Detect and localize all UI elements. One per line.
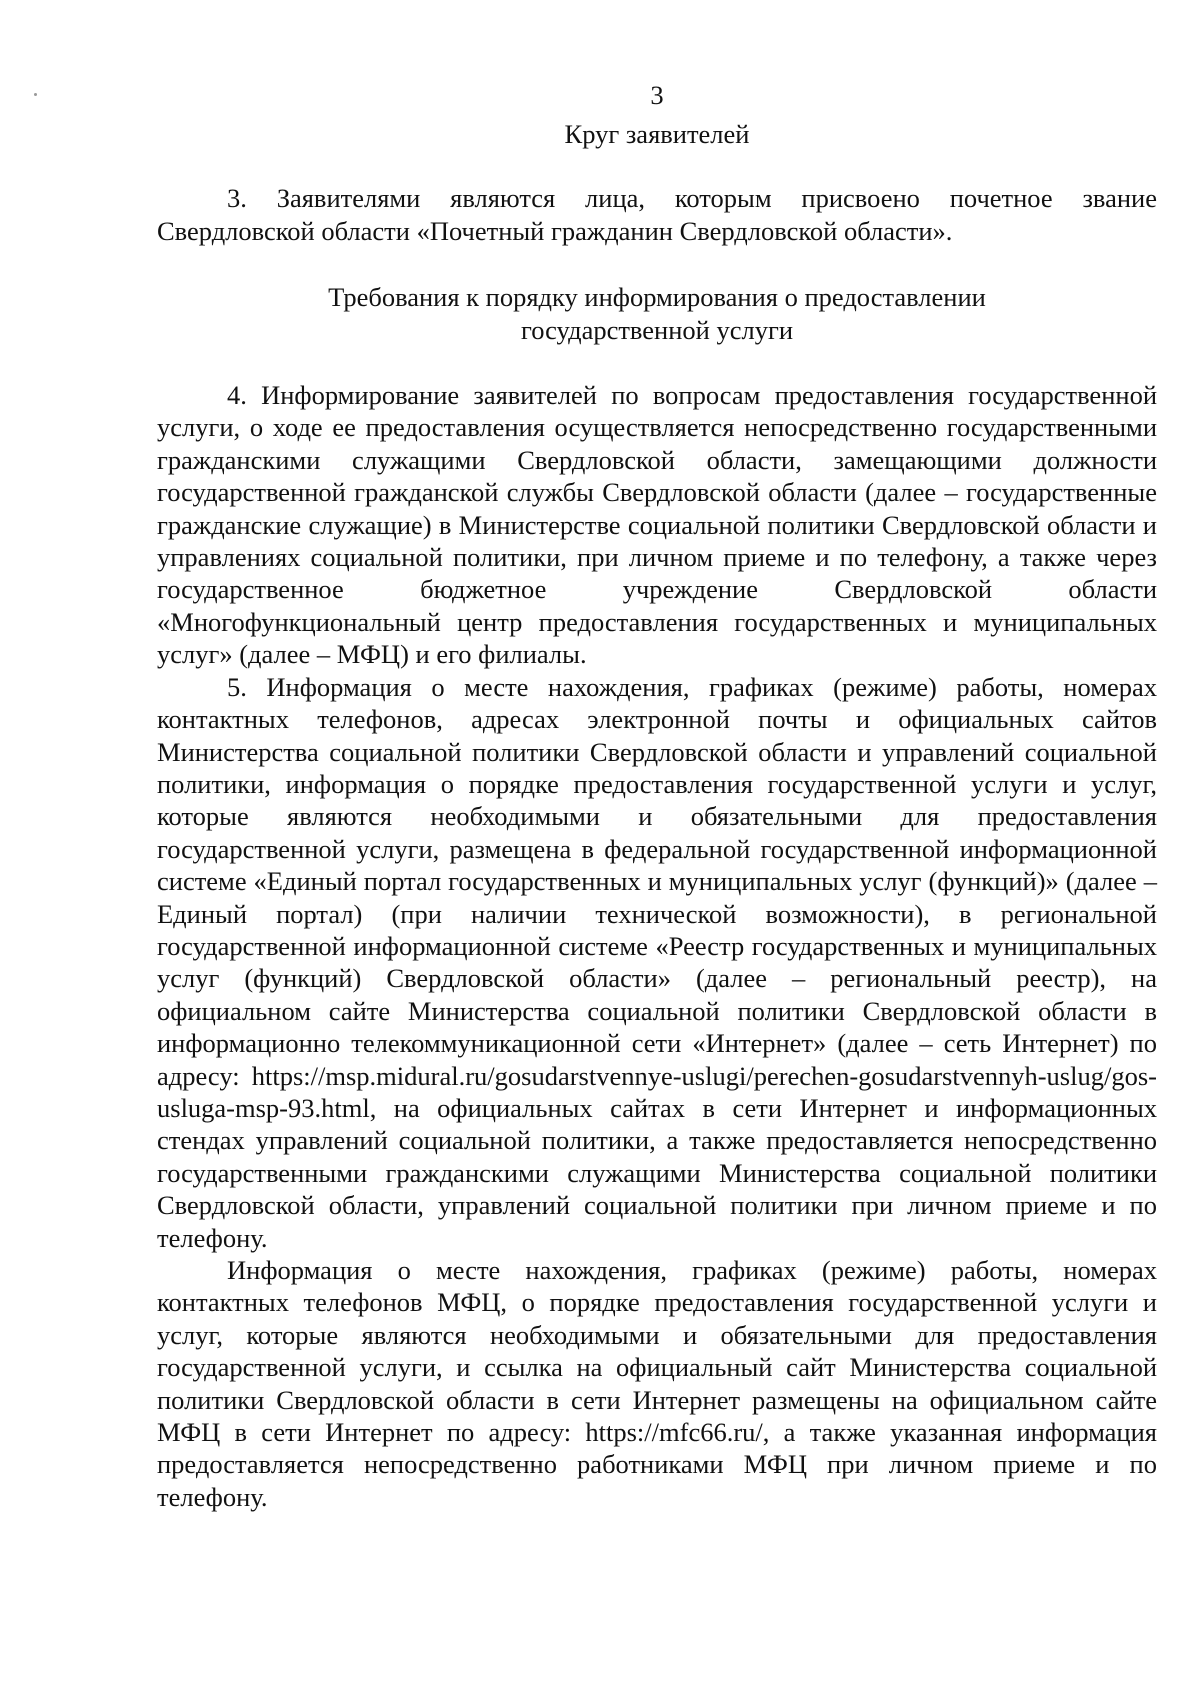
section-heading-informing-line-1: Требования к порядку информирования о предоставлении <box>328 282 986 313</box>
paragraph-mfc-information: Информация о месте нахождения, графиках (режиме) работы, номерах контактных телефонов МФЦ, о порядке предоставления государственной услуги и услуг, которые являются необходимыми и обязательными для предоставления государственной услуги, и ссылка на официальный сайт Министерства социальной политики Свердловской области в сети Интернет размещены на официальном сайте МФЦ в сети Интернет по адресу: https://mfc66.ru/, а также указанная информация предоставляется непосредственно работниками МФЦ при личном приеме и по телефону. <box>157 1255 1157 1512</box>
document-body <box>157 72 1157 1513</box>
page-number: 3 <box>650 80 664 110</box>
paragraph-5: 5. Информация о месте нахождения, графиках (режиме) работы, номерах контактных телефонов, адресах электронной почты и официальных сайтов Министерства социальной политики Свердловской области и управлений социальной политики, информация о порядке предоставления государственной услуги и услуг, которые являются необходимыми и обязательными для предоставления государственной услуги, размещена в федеральной государственной информационной системе «Единый портал государственных и муниципальных услуг (функций)» (далее – Единый портал) (при наличии технической возможности), в региональной государственной информационной системе «Реестр государственных и муниципальных услуг (функций) Свердловской области» (далее – региональный реестр), на официальном сайте Министерства социальной политики Свердловской области в информационно телекоммуникационной сети «Интернет» (далее – сеть Интернет) по адресу: https://msp.midural.ru/gosudarstvennye-uslugi/perechen-gosudarstvennyh-uslug/gos-usluga-msp-93.html, на официальных сайтах в сети Интернет и информационных стендах управлений социальной политики, а также предоставляется непосредственно государственными гражданскими служащими Министерства социальной политики Свердловской области, управлений социальной политики при личном приеме и по телефону. <box>157 671 1157 1253</box>
paragraph-4: 4. Информирование заявителей по вопросам предоставления государственной услуги, о ходе ее предоставления осуществляется непосредственно государственными гражданскими служащими Свердловской области, замещающими должности государственной гражданской службы Свердловской области (далее – государственные гражданские служащие) в Министерстве социальной политики Свердловской области и управлениях социальной политики, при личном приеме и по телефону, а также через государственное бюджетное учреждение Свердловской области «Многофункциональный центр предоставления государственных и муниципальных услуг» (далее – МФЦ) и его филиалы. <box>157 380 1157 670</box>
section-heading-applicants: Круг заявителей <box>564 119 750 149</box>
scan-speck <box>34 93 37 96</box>
section-heading-informing <box>157 281 1157 346</box>
paragraph-3: 3. Заявителями являются лица, которым присвоено почетное звание Свердловской области «Почетный гражданин Свердловской области». <box>157 183 1157 246</box>
section-heading-informing-line-2: государственной услуги <box>520 314 794 345</box>
